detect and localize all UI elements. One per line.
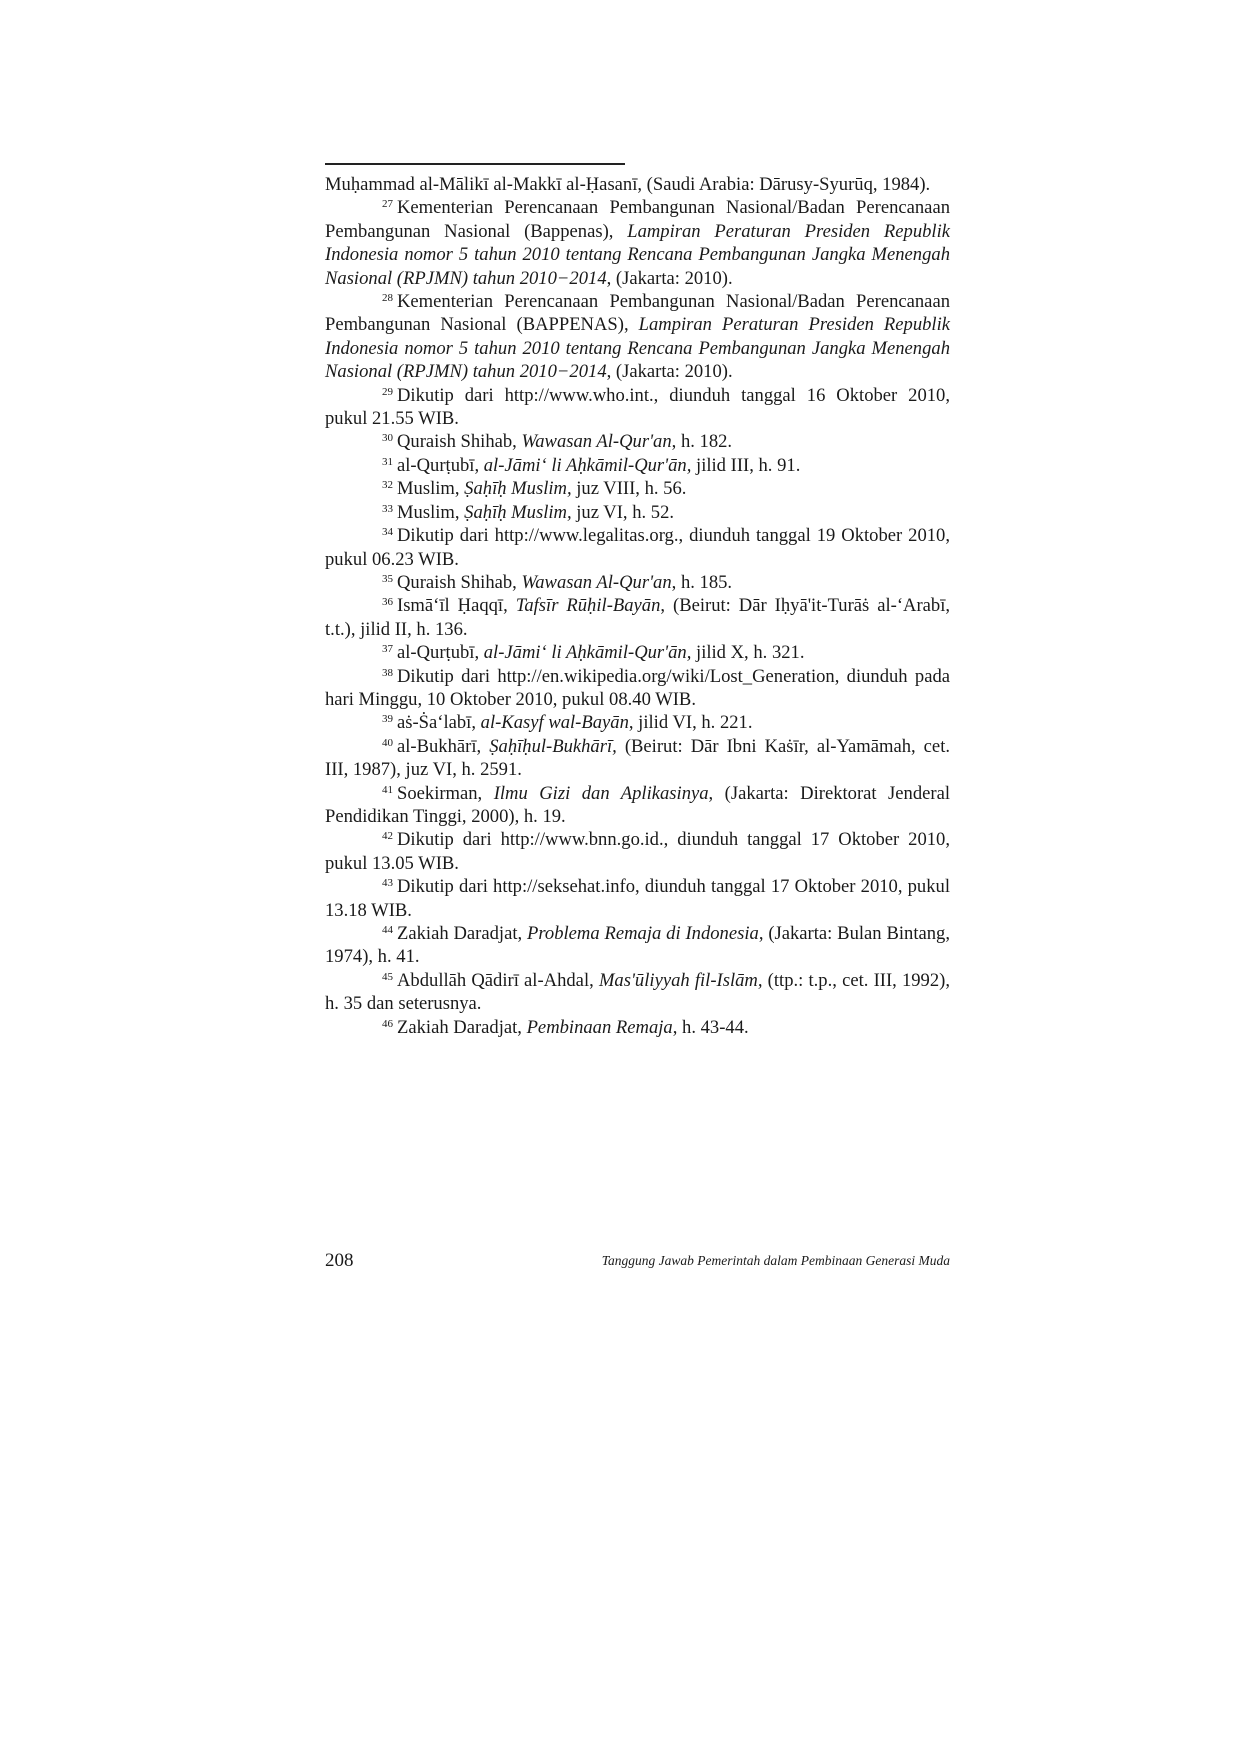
footnote-text: Dikutip dari http://www.legalitas.org., diunduh tanggal 19 Oktober 2010, pukul 06.23 WIB. bbox=[325, 525, 950, 570]
footnote-39 bbox=[325, 711, 950, 734]
footnote-46 bbox=[325, 1016, 950, 1039]
footnote-text-tail: (ttp.: t.p., cet. III, 1992), h. 35 dan seterusnya. bbox=[325, 969, 950, 1015]
footnote-text: Quraish Shihab, bbox=[397, 571, 522, 593]
footnote-30 bbox=[325, 430, 950, 453]
footnote-number: 45 bbox=[382, 970, 393, 983]
footnote-number: 42 bbox=[382, 830, 393, 843]
footnote-43 bbox=[325, 875, 950, 922]
footnote-italic-title: al-Jāmi‘ li Aḥkāmil-Qur'ān, bbox=[483, 642, 692, 664]
footnote-text: al-Qurṭubī, bbox=[397, 454, 484, 476]
footnote-text-tail: , jilid VI, h. 221. bbox=[628, 712, 753, 734]
footnotes-block bbox=[325, 173, 950, 1039]
footnote-text: Muslim, bbox=[397, 478, 465, 500]
footnote-text: Muslim, bbox=[397, 501, 465, 523]
footnote-text-tail: , (Jakarta: Direktorat Jenderal Pendidikan Tinggi, 2000), h. 19. bbox=[325, 782, 950, 827]
footnote-text-tail: juz VIII, h. 56. bbox=[571, 478, 687, 500]
footnote-number: 41 bbox=[382, 783, 393, 796]
footnote-text: Kementerian Perencanaan Pembangunan Nasional/Badan Perencanaan Pembangunan Nasional (BAPPENAS), bbox=[325, 291, 950, 336]
footnote-number: 35 bbox=[382, 572, 393, 585]
footnote-number: 44 bbox=[382, 924, 393, 936]
footnote-number: 27 bbox=[382, 198, 393, 211]
footnote-number: 36 bbox=[382, 596, 393, 609]
footnote-28 bbox=[325, 290, 950, 384]
footnote-italic-title: Problema Remaja di Indonesia bbox=[527, 923, 759, 944]
footnote-text: Soekirman, bbox=[397, 782, 494, 804]
footnote-text: aṡ-Ṡa‘labī, bbox=[397, 712, 481, 734]
footnote-italic-title: Tafsīr Rūḥil-Bayān bbox=[515, 595, 661, 617]
footnote-list bbox=[325, 196, 950, 1039]
footnote-italic-title: al-Jāmi‘ li Aḥkāmil-Qur'ān, bbox=[483, 454, 692, 476]
footnote-number: 30 bbox=[382, 432, 393, 445]
footnote-number: 37 bbox=[382, 643, 393, 656]
footnote-text: Dikutip dari http://www.who.int., diunduh tanggal 16 Oktober 2010, pukul 21.55 WIB. bbox=[325, 384, 950, 430]
page-number: 208 bbox=[325, 1250, 354, 1271]
footnote-33 bbox=[325, 501, 950, 524]
footnote-number: 32 bbox=[382, 479, 393, 492]
footnote-text-tail: , h. 43-44. bbox=[672, 1016, 749, 1038]
footnote-text: Zakiah Daradjat, bbox=[397, 923, 527, 944]
footnote-34 bbox=[325, 524, 950, 571]
footnote-31 bbox=[325, 454, 950, 477]
footnote-number: 33 bbox=[382, 502, 393, 515]
footnote-text-tail: jilid III, h. 91. bbox=[691, 454, 801, 476]
footnote-number: 34 bbox=[382, 526, 393, 539]
footnote-italic-title: Ṣaḥīḥ Muslim, bbox=[464, 478, 572, 500]
footnote-36 bbox=[325, 594, 950, 641]
footnote-text-tail: (Beirut: Dār Ibni Kaṡīr, al-Yamāmah, cet. III, 1987), juz VI, h. 2591. bbox=[325, 735, 951, 781]
footnote-number: 43 bbox=[382, 877, 393, 890]
footnote-separator-rule bbox=[325, 163, 625, 165]
footnote-text: Abdullāh Qādirī al-Ahdal, bbox=[397, 969, 599, 991]
footnote-number: 29 bbox=[382, 385, 393, 398]
footnote-text: Quraish Shihab, bbox=[397, 431, 522, 453]
footnote-text-tail: jilid X, h. 321. bbox=[691, 642, 805, 664]
footnote-italic-title: Pembinaan Remaja bbox=[526, 1016, 673, 1038]
footnote-italic-title: Ṣaḥīḥul-Bukhārī, bbox=[489, 735, 617, 757]
footnote-text-tail: , (Jakarta: Bulan Bintang, 1974), h. 41. bbox=[325, 923, 950, 968]
footnote-number: 39 bbox=[382, 713, 393, 726]
footnote-italic-title: al-Kasyf wal-Bayān bbox=[480, 712, 629, 734]
footnote-text: Ismā‘īl Ḥaqqī, bbox=[397, 595, 516, 617]
footnote-italic-title: Wawasan Al-Qur'an bbox=[521, 571, 672, 593]
footnote-38 bbox=[325, 665, 950, 712]
footnote-italic-title: Ṣaḥīḥ Muslim, bbox=[464, 501, 572, 523]
footnote-italic-title: Ilmu Gizi dan Aplikasinya bbox=[493, 782, 709, 804]
footnote-text: Dikutip dari http://en.wikipedia.org/wiki/Lost_Generation, diunduh pada hari Minggu, 10 Oktober 2010, pukul 08.40 WIB. bbox=[325, 665, 950, 710]
footnote-37 bbox=[325, 641, 950, 664]
footnote-number: 28 bbox=[382, 292, 393, 305]
footnote-35 bbox=[325, 571, 950, 594]
footnote-41 bbox=[325, 782, 950, 829]
footnote-text: Kementerian Perencanaan Pembangunan Nasional/Badan Perencanaan Pembangunan Nasional (Bappenas), bbox=[325, 197, 950, 242]
footnote-text-tail: , h. 185. bbox=[671, 571, 733, 593]
running-title: Tanggung Jawab Pemerintah dalam Pembinaan Generasi Muda bbox=[601, 1253, 950, 1268]
footnote-number: 46 bbox=[382, 1017, 393, 1030]
footnote-40 bbox=[325, 735, 950, 782]
footnote-27 bbox=[325, 196, 950, 290]
footnote-text: al-Bukhārī, bbox=[397, 735, 490, 757]
footnote-text-tail: , h. 182. bbox=[671, 431, 733, 453]
page-footer bbox=[325, 1250, 950, 1280]
footnote-text-tail: , (Jakarta: 2010). bbox=[606, 267, 733, 289]
footnote-text: Zakiah Daradjat, bbox=[397, 1016, 527, 1038]
footnote-italic-title: Lampiran Peraturan Presiden Republik Indonesia nomor 5 tahun 2010 tentang Rencana Pembangunan Jangka Menengah Nasional (RPJMN) tahun 2010−2014 bbox=[325, 220, 950, 289]
footnote-number: 31 bbox=[382, 455, 393, 468]
footnote-number: 40 bbox=[382, 736, 393, 749]
footnote-text-tail: juz VI, h. 52. bbox=[571, 501, 675, 523]
footnote-italic-title: Wawasan Al-Qur'an bbox=[521, 431, 672, 453]
footnote-text-tail: , (Beirut: Dār Iḥyā'it-Turāṡ al-‘Arabī, t.t.), jilid II, h. 136. bbox=[325, 595, 951, 640]
footnote-text-tail: , (Jakarta: 2010). bbox=[606, 361, 733, 383]
footnote-continuation: Muḥammad al-Mālikī al-Makkī al-Ḥasanī, (Saudi Arabia: Dārusy-Syurūq, 1984). bbox=[325, 174, 931, 195]
footnote-32 bbox=[325, 477, 950, 500]
footnote-italic-title: Lampiran Peraturan Presiden Republik Indonesia nomor 5 tahun 2010 tentang Rencana Pembangunan Jangka Menengah Nasional (RPJMN) tahun 2010−2014 bbox=[325, 314, 950, 383]
footnote-italic-title: Mas'ūliyyah fil-Islām, bbox=[598, 969, 763, 991]
footnote-44 bbox=[325, 922, 950, 969]
footnote-29 bbox=[325, 384, 950, 431]
footnote-text: Dikutip dari http://www.bnn.go.id., diunduh tanggal 17 Oktober 2010, pukul 13.05 WIB. bbox=[325, 829, 950, 874]
footnote-42 bbox=[325, 828, 950, 875]
footnote-45 bbox=[325, 969, 950, 1016]
footnote-text: Dikutip dari http://seksehat.info, diunduh tanggal 17 Oktober 2010, pukul 13.18 WIB. bbox=[325, 876, 950, 921]
footnote-number: 38 bbox=[382, 666, 393, 679]
footnote-text: al-Qurṭubī, bbox=[397, 642, 484, 664]
